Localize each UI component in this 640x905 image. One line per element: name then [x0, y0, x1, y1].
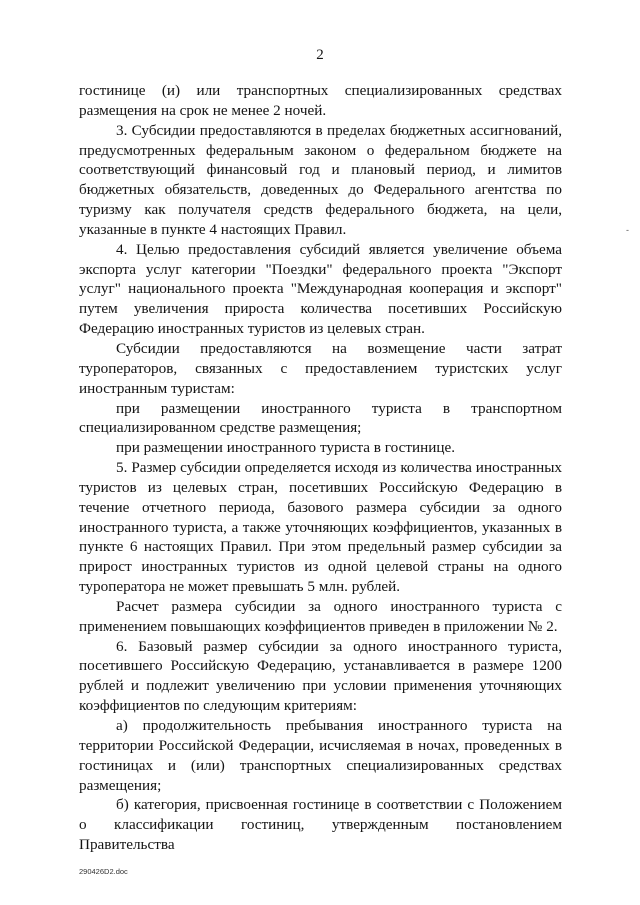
paragraph-continuation: гостинице (и) или транспортных специализированных средствах размещения на срок не менее 2 ночей. [79, 82, 562, 119]
paragraph-item-3: 3. Субсидии предоставляются в пределах бюджетных ассигнований, предусмотренных федеральным законом о федеральном бюджете на соответствующий финансовый год и плановый период, и лимитов бюджетных обязательств, доведенных до Федерального агентства по туризму как получателя средств федерального бюджета, на цели, указанные в пункте 4 настоящих Правил. [79, 121, 562, 238]
paragraph-subsidies: Субсидии предоставляются на возмещение части затрат туроператоров, связанных с предоставлением туристских услуг иностранным туристам: [79, 339, 562, 397]
paragraph-item-5: 5. Размер субсидии определяется исходя из количества иностранных туристов из целевых стран, посетивших Российскую Федерацию в течение отчетного периода, базового размера субсидии за одного иностранного туриста, а также уточняющих коэффициентов, указанных в пункте 6 настоящих Правил. При этом предельный размер субсидии за прирост иностранных туристов из одной целевой страны на одного туроператора не может превышать 5 млн. рублей. [79, 459, 562, 596]
paragraph-hotel-placement: при размещении иностранного туриста в гостинице. [116, 439, 456, 457]
paragraph-calculation: Расчет размера субсидии за одного иностранного туриста с применением повышающих коэффициентов приведен в приложении № 2. [79, 597, 562, 635]
page-number: 2 [316, 47, 324, 63]
paragraph-transport-placement: при размещении иностранного туриста в транспортном специализированном средстве размещения; [79, 399, 562, 437]
document-body [79, 81, 562, 855]
footer-file-name: 290426D2.doc [79, 867, 128, 876]
paragraph-item-6: 6. Базовый размер субсидии за одного иностранного туриста, посетившего Российскую Федерацию, устанавливается в размере 1200 рублей и подлежит увеличению при условии применения уточняющих коэффициентов по следующим критериям: [79, 637, 562, 715]
paragraph-criterion-a: а) продолжительность пребывания иностранного туриста на территории Российской Федерации, исчисляемая в ночах, проведенных в гостиницах и (или) транспортных специализированных средствах размещения; [79, 717, 562, 794]
paragraph-criterion-b: б) категория, присвоенная гостинице в соответствии с Положением о классификации гостиниц, утвержденным постановлением Правительства [79, 796, 562, 854]
margin-mark: - [626, 225, 629, 235]
paragraph-item-4: 4. Целью предоставления субсидий является увеличение объема экспорта услуг категории "Поездки" федерального проекта "Экспорт услуг" национального проекта "Международная кооперация и экспорт" путем увеличения прироста количества посетивших Российскую Федерацию иностранных туристов из целевых стран. [79, 240, 562, 338]
